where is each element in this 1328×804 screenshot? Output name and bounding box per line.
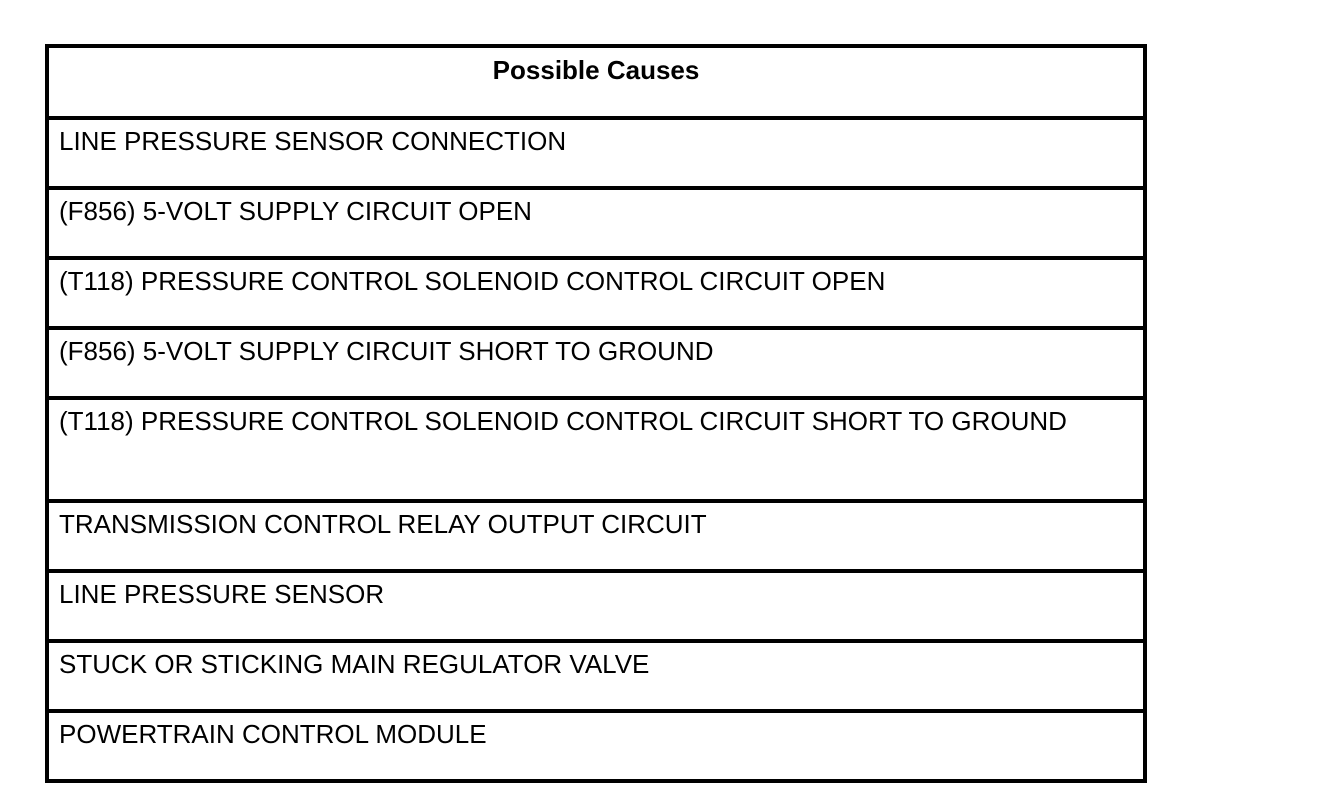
table-row [47,118,1145,188]
table-row [47,641,1145,711]
cause-cell: (T118) PRESSURE CONTROL SOLENOID CONTROL CIRCUIT OPEN [47,258,1145,328]
table-row [47,571,1145,641]
table-header-row [47,46,1145,118]
cause-cell: (F856) 5-VOLT SUPPLY CIRCUIT SHORT TO GROUND [47,328,1145,398]
table-row [47,711,1145,781]
cause-cell: (T118) PRESSURE CONTROL SOLENOID CONTROL CIRCUIT SHORT TO GROUND [47,398,1145,501]
possible-causes-table [45,44,1147,783]
cause-cell: TRANSMISSION CONTROL RELAY OUTPUT CIRCUIT [47,501,1145,571]
cause-cell: POWERTRAIN CONTROL MODULE [47,711,1145,781]
table-row [47,258,1145,328]
table-row [47,328,1145,398]
cause-cell: LINE PRESSURE SENSOR CONNECTION [47,118,1145,188]
table-row [47,501,1145,571]
table-row [47,188,1145,258]
possible-causes-header: Possible Causes [47,46,1145,118]
table-row [47,398,1145,501]
cause-cell: (F856) 5-VOLT SUPPLY CIRCUIT OPEN [47,188,1145,258]
cause-cell: STUCK OR STICKING MAIN REGULATOR VALVE [47,641,1145,711]
cause-cell: LINE PRESSURE SENSOR [47,571,1145,641]
